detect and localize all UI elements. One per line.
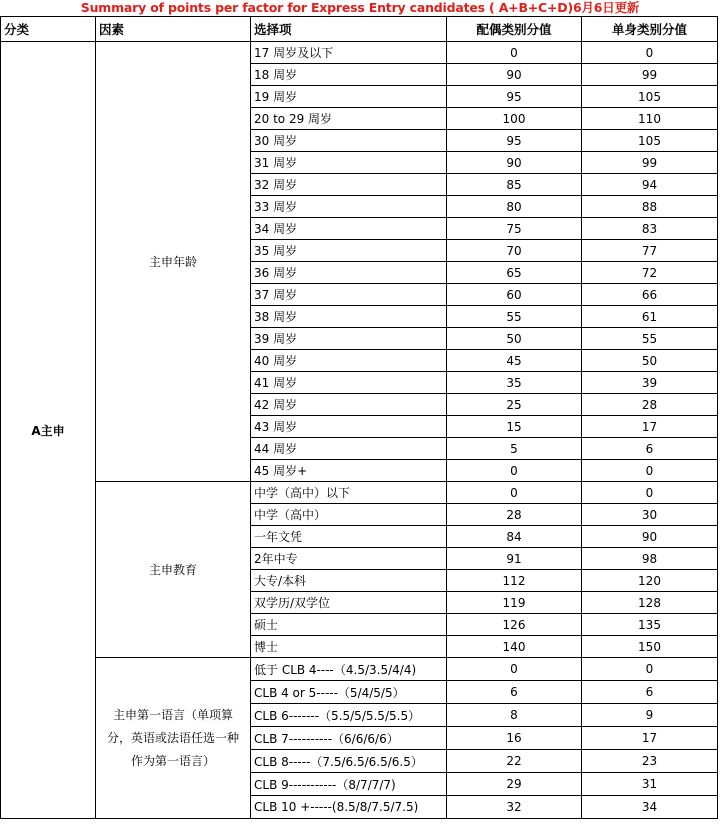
option-cell: 博士	[251, 636, 447, 658]
single-points-cell: 0	[582, 460, 718, 482]
header-row	[1, 17, 718, 42]
option-cell: CLB 10 +-----(8.5/8/7.5/7.5)	[251, 796, 447, 819]
spouse-points-cell: 112	[447, 570, 582, 592]
option-cell: 双学历/双学位	[251, 592, 447, 614]
option-cell: 33 周岁	[251, 196, 447, 218]
option-cell: 37 周岁	[251, 284, 447, 306]
header-category: 分类	[1, 17, 96, 42]
single-points-cell: 31	[582, 773, 718, 796]
spouse-points-cell: 75	[447, 218, 582, 240]
header-spouse-points: 配偶类别分值	[447, 17, 582, 42]
single-points-cell: 72	[582, 262, 718, 284]
header-option: 选择项	[251, 17, 447, 42]
single-points-cell: 83	[582, 218, 718, 240]
page-title: Summary of points per factor for Express Entry candidates ( A+B+C+D)6月6日更新	[80, 0, 640, 15]
option-cell: 低于 CLB 4----（4.5/3.5/4/4)	[251, 658, 447, 681]
single-points-cell: 98	[582, 548, 718, 570]
table-row	[1, 658, 718, 681]
spouse-points-cell: 22	[447, 750, 582, 773]
single-points-cell: 6	[582, 681, 718, 704]
single-points-cell: 50	[582, 350, 718, 372]
option-cell: 39 周岁	[251, 328, 447, 350]
spouse-points-cell: 60	[447, 284, 582, 306]
option-cell: 35 周岁	[251, 240, 447, 262]
option-cell: CLB 4 or 5-----（5/4/5/5）	[251, 681, 447, 704]
factor-cell-education: 主申教育	[96, 482, 251, 658]
single-points-cell: 28	[582, 394, 718, 416]
spouse-points-cell: 5	[447, 438, 582, 460]
spouse-points-cell: 70	[447, 240, 582, 262]
option-cell: CLB 7----------（6/6/6/6）	[251, 727, 447, 750]
header-factor: 因素	[96, 17, 251, 42]
single-points-cell: 150	[582, 636, 718, 658]
single-points-cell: 88	[582, 196, 718, 218]
spouse-points-cell: 29	[447, 773, 582, 796]
table-row	[1, 42, 718, 64]
spouse-points-cell: 100	[447, 108, 582, 130]
spouse-points-cell: 140	[447, 636, 582, 658]
spouse-points-cell: 8	[447, 704, 582, 727]
spouse-points-cell: 28	[447, 504, 582, 526]
single-points-cell: 39	[582, 372, 718, 394]
single-points-cell: 55	[582, 328, 718, 350]
single-points-cell: 128	[582, 592, 718, 614]
option-cell: 30 周岁	[251, 130, 447, 152]
single-points-cell: 90	[582, 526, 718, 548]
single-points-cell: 0	[582, 42, 718, 64]
spouse-points-cell: 90	[447, 64, 582, 86]
spouse-points-cell: 16	[447, 727, 582, 750]
option-cell: 中学（高中）以下	[251, 482, 447, 504]
option-cell: 20 to 29 周岁	[251, 108, 447, 130]
option-cell: 18 周岁	[251, 64, 447, 86]
spouse-points-cell: 6	[447, 681, 582, 704]
spouse-points-cell: 91	[447, 548, 582, 570]
option-cell: CLB 9-----------（8/7/7/7)	[251, 773, 447, 796]
option-cell: 36 周岁	[251, 262, 447, 284]
option-cell: 43 周岁	[251, 416, 447, 438]
single-points-cell: 17	[582, 727, 718, 750]
option-cell: 一年文凭	[251, 526, 447, 548]
single-points-cell: 6	[582, 438, 718, 460]
option-cell: 38 周岁	[251, 306, 447, 328]
single-points-cell: 30	[582, 504, 718, 526]
table-body	[1, 42, 718, 819]
factor-cell-language: 主申第一语言（单项算分，英语或法语任选一种作为第一语言）	[96, 658, 251, 819]
spouse-points-cell: 95	[447, 86, 582, 108]
spouse-points-cell: 45	[447, 350, 582, 372]
spouse-points-cell: 0	[447, 482, 582, 504]
single-points-cell: 34	[582, 796, 718, 819]
spouse-points-cell: 32	[447, 796, 582, 819]
single-points-cell: 110	[582, 108, 718, 130]
single-points-cell: 120	[582, 570, 718, 592]
single-points-cell: 99	[582, 64, 718, 86]
spouse-points-cell: 65	[447, 262, 582, 284]
spouse-points-cell: 84	[447, 526, 582, 548]
spouse-points-cell: 95	[447, 130, 582, 152]
option-cell: 31 周岁	[251, 152, 447, 174]
spouse-points-cell: 119	[447, 592, 582, 614]
spouse-points-cell: 15	[447, 416, 582, 438]
option-cell: 41 周岁	[251, 372, 447, 394]
spouse-points-cell: 90	[447, 152, 582, 174]
single-points-cell: 77	[582, 240, 718, 262]
spouse-points-cell: 55	[447, 306, 582, 328]
option-cell: 32 周岁	[251, 174, 447, 196]
single-points-cell: 135	[582, 614, 718, 636]
option-cell: 2年中专	[251, 548, 447, 570]
table-row	[1, 482, 718, 504]
single-points-cell: 23	[582, 750, 718, 773]
option-cell: 17 周岁及以下	[251, 42, 447, 64]
spouse-points-cell: 25	[447, 394, 582, 416]
single-points-cell: 17	[582, 416, 718, 438]
category-cell: A主申	[1, 42, 96, 819]
option-cell: CLB 8-----（7.5/6.5/6.5/6.5）	[251, 750, 447, 773]
option-cell: 19 周岁	[251, 86, 447, 108]
spouse-points-cell: 0	[447, 658, 582, 681]
single-points-cell: 0	[582, 482, 718, 504]
spouse-points-cell: 35	[447, 372, 582, 394]
option-cell: CLB 6-------（5.5/5/5.5/5.5）	[251, 704, 447, 727]
spouse-points-cell: 0	[447, 42, 582, 64]
single-points-cell: 99	[582, 152, 718, 174]
option-cell: 40 周岁	[251, 350, 447, 372]
option-cell: 44 周岁	[251, 438, 447, 460]
spouse-points-cell: 126	[447, 614, 582, 636]
header-single-points: 单身类别分值	[582, 17, 718, 42]
spouse-points-cell: 85	[447, 174, 582, 196]
single-points-cell: 9	[582, 704, 718, 727]
option-cell: 45 周岁+	[251, 460, 447, 482]
option-cell: 42 周岁	[251, 394, 447, 416]
single-points-cell: 61	[582, 306, 718, 328]
spouse-points-cell: 50	[447, 328, 582, 350]
single-points-cell: 0	[582, 658, 718, 681]
option-cell: 硕士	[251, 614, 447, 636]
option-cell: 中学（高中）	[251, 504, 447, 526]
single-points-cell: 94	[582, 174, 718, 196]
spouse-points-cell: 80	[447, 196, 582, 218]
spouse-points-cell: 0	[447, 460, 582, 482]
option-cell: 大专/本科	[251, 570, 447, 592]
points-table	[0, 16, 718, 819]
factor-cell-age: 主申年龄	[96, 42, 251, 482]
option-cell: 34 周岁	[251, 218, 447, 240]
single-points-cell: 105	[582, 130, 718, 152]
single-points-cell: 66	[582, 284, 718, 306]
single-points-cell: 105	[582, 86, 718, 108]
